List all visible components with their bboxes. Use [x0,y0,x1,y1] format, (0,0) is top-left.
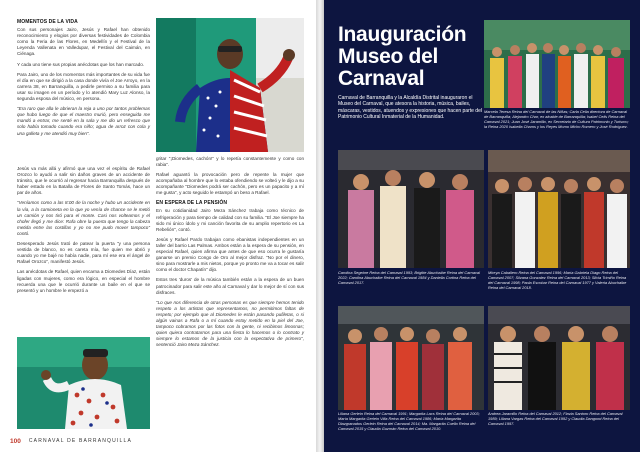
article-lede: Carnaval de Barranquilla y la Alcaldía Distrital inauguraron el Museo del Carnaval, que atesora la historia, música, bailes, máscaras, vestidos, atuendos y expresiones que hacen parte del Patrimonio Cultural Inmaterial de la Humanidad. [338,95,482,120]
caption-bot-right: Andrea Jaramillo Reina del Carnaval 2012; Flavia Santoro Reina del Carnaval 1989; Liliana Vargas Reina del Carnaval 1992 y Claudia Dangond Reina del Carnaval 1997. [488,411,623,426]
article-title: Inauguración Museo del Carnaval [338,23,467,90]
page-number: 100 [10,437,21,445]
page-footer [10,437,132,445]
right-page [324,0,640,452]
caption-bot-left: Liliana Gerlein Reina del Carnaval 1991; Margarita Lacs Reina del Carnaval 2003; María Margarita Gerlein Villa Reina del Carnaval 1986; María Margarita Diazgranados Gerlein Reina del Carnaval 2014; Ma. Margarita Cuello Reina del Carnaval 2015 y Claudia Guzmán Reina del Carnaval 2010. [338,411,480,431]
section-heading-pension: EN ESPERA DE LA PENSIÓN [156,200,228,207]
quote-paragraph: "Veníamos como a las 8:00 de la noche y hubo un accidente en la vía, a la camioneta en la que yo venía de chance se le metió un camión y nos tiró para el monte. Casi nos volteamos y el chofer llegó y me dice: Rafa obre la puerta que tengo la cabeza metida entre las costillas y yo no me pudo mover tampoco" contó. [17,200,150,236]
paragraph: En su cotidianidad Jairo Meza Sánchez trabaja como técnico de refrigeración y para tiempo de calidad con su familia. "El Joe siempre ha sido mi único ídolo y mi canción favorita de su amplio repertorio es La Rebelión", contó. [156,208,304,232]
left-column-2-cont [156,172,304,352]
page-gutter [316,0,324,452]
caption-top: Marcela Teresa Reina del Carnaval de las Niñas; Carla Celia directora de Carnaval de Barranquilla; Alejandro Char, ex alcalde de Barranquilla; Isabel Celis Reina del Carnaval 2021; Juan José Jaramillo, ex Secretario de Cultura Patrimonio y Turismo; la Reina 2020 Isabella Chams y los Reyes Momo Micho Romero y José Rodríguez. [484,109,629,129]
caption-mid-right: Mireya Caballero Reina del Carnaval 1996; María Gabriela Diago Reina del Carnaval 2007; Silvana Gonzalez Reina del Carnaval 2013; Silvia Trimiño Reina del Carnaval 1998; Paola Escobar Reina del Carnaval 1977 y Valeria Abuchaibe Reina del Carnaval 2018. [488,270,627,290]
group-photo-bot-right [488,306,630,410]
group-photo-mid-left [338,150,484,268]
paragraph: Con sus personajes Jairo, Jesús y Rafael han obtenido reconocimiento y elogios por diversas festividades de Colombia como la Feria de las Flores, en Medellín y el Festival de la Leyenda Vallenata en Valledupar, el Festival del Caimán, en Ciénaga. [17,27,150,57]
left-column-1-cont [17,166,150,298]
left-column-2 [156,156,304,172]
magazine-name: CARNAVAL DE BARRANQUILLA [28,438,133,444]
quote-paragraph: "Era raro que alla le abrieran la reja a uno por tantos problemas que hubo luego de que el maestro murió, pero enseguida me mandó a entrar, me senté en la sala y me dio un refresco que solo había tomado cuando era niño; agua de arroz con cola y una galleta y me atendió muy bien". [17,106,150,136]
paragraph: Rafael aguantó la provocación pero de repente la mujer que acompañaba al hombre que lo estaba ofendiendo se volteó y le dijo a su acompañante "Diomedes podrá ser cachón, pero es un papacito y a mí me gusta", y acto seguido le estampó un beso a Rafael. [156,172,304,196]
paragraph: Las anécdotas de Rafael, quien encarna a Diomedes Díaz, están ligadas con mujeres, como era lógico, en especial el hombre recuerda una que le ocurrió durante un baile en el que se presentó y un hombre le empezó a [17,269,150,293]
paragraph: gritar "¡Diomedes, cachón!" y lo repetía constantemente y como con rabia". [156,156,304,168]
quote-paragraph: "Lo que nos diferencia de otras personas es que siempre hemos tenido respeto a los artistas que representamos, no permitimos faltas de respeto; por ejemplo que al Diomedes le están pasando pufiletas, o si algún vainas a Rafa o a mí cuando estoy metido en la piel del Joe, tampoco cobramos por las fotos con la gente, ni recibimos limosnas; quien quiera contratarnos para una fiesta lo hacemos o lo contrato y siempre lo estamos de la justicia con la expectativa de primero", sentenció Jairo Meza Sánchez. [156,299,304,348]
diomedes-impersonator-photo [17,337,150,429]
caption-mid-left: Carolina Segebre Reina del Carnaval 1993; Brigitte Abuchaibe Reina del Carnaval 2022; Carolina Abuchaibe Reina del Carnaval 1984 y Daniella Cortina Reina del Carnaval 2017. [338,270,480,285]
left-page [0,0,316,452]
group-photo-bot-left [338,306,484,410]
left-column-1 [17,19,150,141]
section-heading-momentos: MOMENTOS DE LA VIDA [17,19,78,25]
paragraph: Desesperado Jesús trató de patear la puerta "y una persona vestida de blanco, no es careta mía, fue quien me abrió y cuando yo me bajé no había nadie, para mí ese era el ángel de Rafael Orozco", manifestó Jesús. [17,241,150,265]
group-photo-mid-right [488,150,630,268]
paragraph: Jesús va más allá y afirmó que una vez el espíritu de Rafael Orozco lo ayudó a salir sin daños graves de un accidente de tránsito, que le ocurrió al regresar hacia Barranquilla después de haber estado en la Batalla de Flores de Santo Tomás, hace un par de años. [17,166,150,196]
paragraph: Para Jairo, uno de los momentos más importantes de su vida fue el día en que se dirigió a la casa donde vivía el Joe Arroyo, en la carrera 38, en Barranquilla, a pedirle permiso a su familia para usar su imagen en un período y lo atendió Mary Luz Alonso, la segunda esposa del músico, en persona. [17,71,150,102]
joe-arroyo-impersonator-photo [156,18,304,152]
paragraph: Estos tres 'duros' de la música también están a la espera de un buen patrocinador para salir este año al Carnaval y dar lo mejor de sí con sus disfraces. [156,277,304,295]
group-photo-top [484,20,630,108]
paragraph: Y cada uno tiene sus propias anécdotas que los han marcado. [17,61,145,67]
paragraph: Jesús y Rafael Pardo trabajan como ebanistas independientes en un taller del barrio Las Palmas. Ambos están a la espera de su pensión, en especial Rafael, quien afirma que antes de que eso ocurra le gustaría ganarse un premio Congo de Oro al mejor disfraz. "No por el dinero, sino para mostrarle a mis nietos, porque yo pronto me va a tocar es salir como el doctor Chapatín" dijo. [156,236,304,273]
